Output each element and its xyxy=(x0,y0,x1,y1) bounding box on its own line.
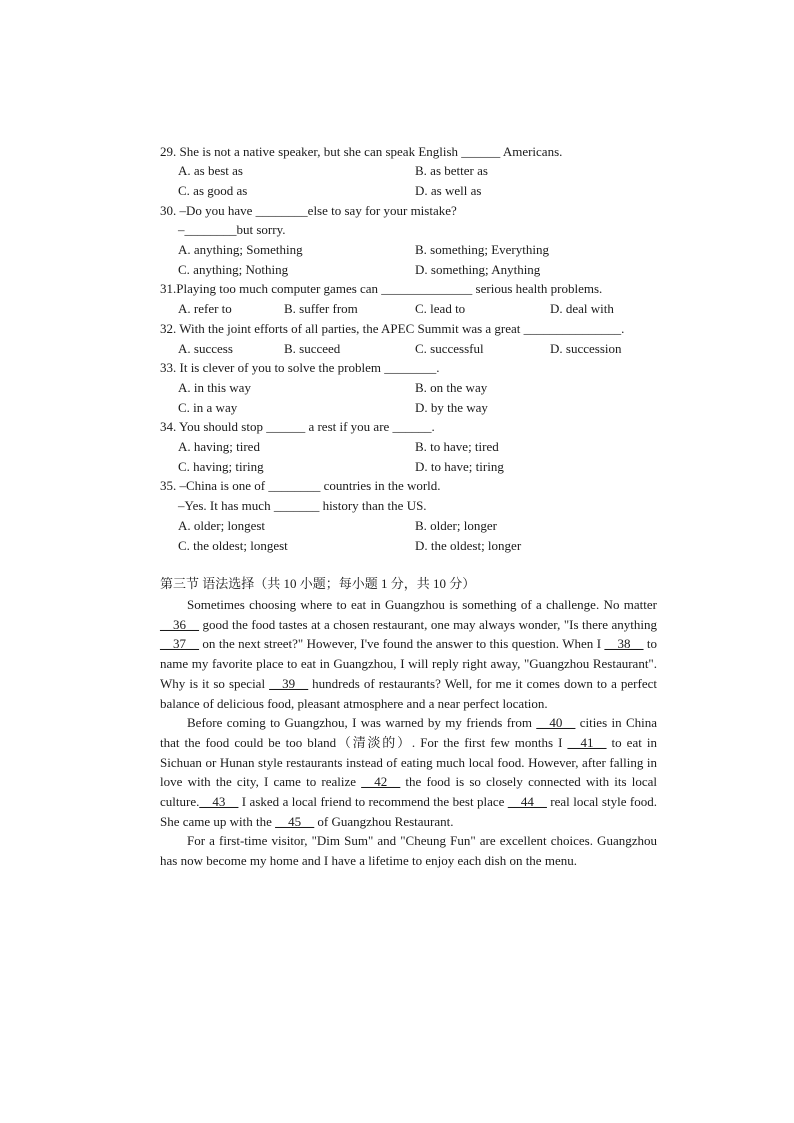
passage-text: real local style food. She came up with the xyxy=(160,794,657,829)
question-33-option-b[interactable]: B. on the way xyxy=(415,380,488,395)
question-32-option-a[interactable]: A. success xyxy=(178,341,233,356)
blank-39[interactable]: __39__ xyxy=(269,675,309,691)
question-29-stem: 29. She is not a native speaker, but she can speak English ______ Americans. xyxy=(160,144,563,159)
question-35-stem: 35. –China is one of ________ countries in the world. xyxy=(160,478,441,493)
question-35-option-a[interactable]: A. older; longest xyxy=(178,518,266,533)
question-31-option-b[interactable]: B. suffer from xyxy=(284,301,358,316)
question-30-option-d[interactable]: D. something; Anything xyxy=(415,262,541,277)
question-31-option-a[interactable]: A. refer to xyxy=(178,301,232,316)
passage-text: the food is so closely connected with its local culture. xyxy=(160,774,657,810)
question-30-stem: 30. –Do you have ________else to say for your mistake? xyxy=(160,203,457,218)
passage-paragraph-1 xyxy=(160,595,657,713)
question-31-options xyxy=(178,301,678,317)
question-34-options-row2 xyxy=(178,459,678,475)
question-34-option-b[interactable]: B. to have; tired xyxy=(415,439,499,454)
question-30-options-row2 xyxy=(178,262,678,278)
passage-text: good the food tastes at a chosen restaurant, one may always wonder, "Is there anything xyxy=(199,616,657,632)
blank-36[interactable]: __36__ xyxy=(160,616,199,632)
question-34-option-a[interactable]: A. having; tired xyxy=(178,439,260,454)
question-29-option-c[interactable]: C. as good as xyxy=(178,183,248,198)
blank-38[interactable]: __38__ xyxy=(604,636,644,652)
question-34-option-c[interactable]: C. having; tiring xyxy=(178,459,264,474)
question-33-option-a[interactable]: A. in this way xyxy=(178,380,251,395)
question-34-stem: 34. You should stop ______ a rest if you are ______. xyxy=(160,419,435,434)
question-30-option-a[interactable]: A. anything; Something xyxy=(178,242,303,257)
passage-paragraph-3: For a first-time visitor, "Dim Sum" and "Cheung Fun" are excellent choices. Guangzhou has now become my home and I have a lifetime to enjoy each dish on the menu. xyxy=(160,833,657,869)
question-32-option-d[interactable]: D. succession xyxy=(550,341,622,356)
question-33-options-row2 xyxy=(178,400,678,416)
question-29-option-a[interactable]: A. as best as xyxy=(178,163,243,178)
question-35-options-row1 xyxy=(178,518,678,534)
passage-text: to eat in Sichuan or Hunan style restaurants instead of eating much local food. However, after falling in love with the city, I came to realize xyxy=(160,734,657,790)
passage-text: of Guangzhou Restaurant. xyxy=(314,813,454,829)
question-33-options-row1 xyxy=(178,380,678,396)
question-35-option-b[interactable]: B. older; longer xyxy=(415,518,497,533)
blank-40[interactable]: __40__ xyxy=(536,715,576,731)
question-32-option-b[interactable]: B. succeed xyxy=(284,341,341,356)
passage-text: Sometimes choosing where to eat in Guangzhou is something of a challenge. No matter xyxy=(187,597,657,612)
passage-text: on the next street?" However, I've found the answer to this question. When I xyxy=(199,636,605,652)
question-30-option-b[interactable]: B. something; Everything xyxy=(415,242,549,257)
cloze-passage xyxy=(160,595,657,871)
question-35-option-d[interactable]: D. the oldest; longer xyxy=(415,538,522,553)
question-33-stem: 33. It is clever of you to solve the problem ________. xyxy=(160,360,440,375)
blank-45[interactable]: __45__ xyxy=(275,813,315,829)
question-30-stem-reply: –________but sorry. xyxy=(178,222,286,237)
question-34-options-row1 xyxy=(178,439,678,455)
question-32-options xyxy=(178,341,678,357)
passage-text: to name my favorite place to eat in Guangzhou, I will reply right away, "Guangzhou Restaurant". Why is it so special xyxy=(160,636,657,691)
passage-text: I asked a local friend to recommend the best place xyxy=(238,794,508,810)
question-31-stem: 31.Playing too much computer games can ______________ serious health problems. xyxy=(160,281,603,296)
question-30-options-row1 xyxy=(178,242,678,258)
question-32-stem: 32. With the joint efforts of all parties, the APEC Summit was a great _______________. xyxy=(160,321,625,336)
question-33-option-c[interactable]: C. in a way xyxy=(178,400,238,415)
question-31-option-d[interactable]: D. deal with xyxy=(550,301,614,316)
passage-text: Before coming to Guangzhou, I was warned by my friends from xyxy=(187,715,537,731)
question-29-option-b[interactable]: B. as better as xyxy=(415,163,488,178)
question-31-option-c[interactable]: C. lead to xyxy=(415,301,466,316)
question-34-option-d[interactable]: D. to have; tiring xyxy=(415,459,504,474)
question-33-option-d[interactable]: D. by the way xyxy=(415,400,488,415)
passage-paragraph-2 xyxy=(160,713,657,831)
blank-37[interactable]: __37__ xyxy=(160,636,199,652)
question-35-stem-reply: –Yes. It has much _______ history than the US. xyxy=(178,498,427,513)
question-30-option-c[interactable]: C. anything; Nothing xyxy=(178,262,289,277)
question-35-options-row2 xyxy=(178,538,678,554)
question-35-option-c[interactable]: C. the oldest; longest xyxy=(178,538,288,553)
passage-text: hundreds of restaurants? Well, for me it comes down to a perfect balance of delicious food, pleasant atmosphere and a near perfect location. xyxy=(160,675,657,711)
passage-text: cities in China that the food could be too bland（清淡的）. For the first few months I xyxy=(160,715,658,750)
blank-41[interactable]: __41__ xyxy=(567,734,607,750)
question-32-option-c[interactable]: C. successful xyxy=(415,341,484,356)
question-29-options-row1 xyxy=(178,163,678,179)
question-29-option-d[interactable]: D. as well as xyxy=(415,183,482,198)
blank-42[interactable]: __42__ xyxy=(361,774,401,790)
blank-44[interactable]: __44__ xyxy=(507,794,547,810)
blank-43[interactable]: __43__ xyxy=(199,794,239,810)
section-title: 第三节 语法选择（共 10 小题；每小题 1 分，共 10 分） xyxy=(160,576,476,591)
question-29-options-row2 xyxy=(178,183,678,199)
